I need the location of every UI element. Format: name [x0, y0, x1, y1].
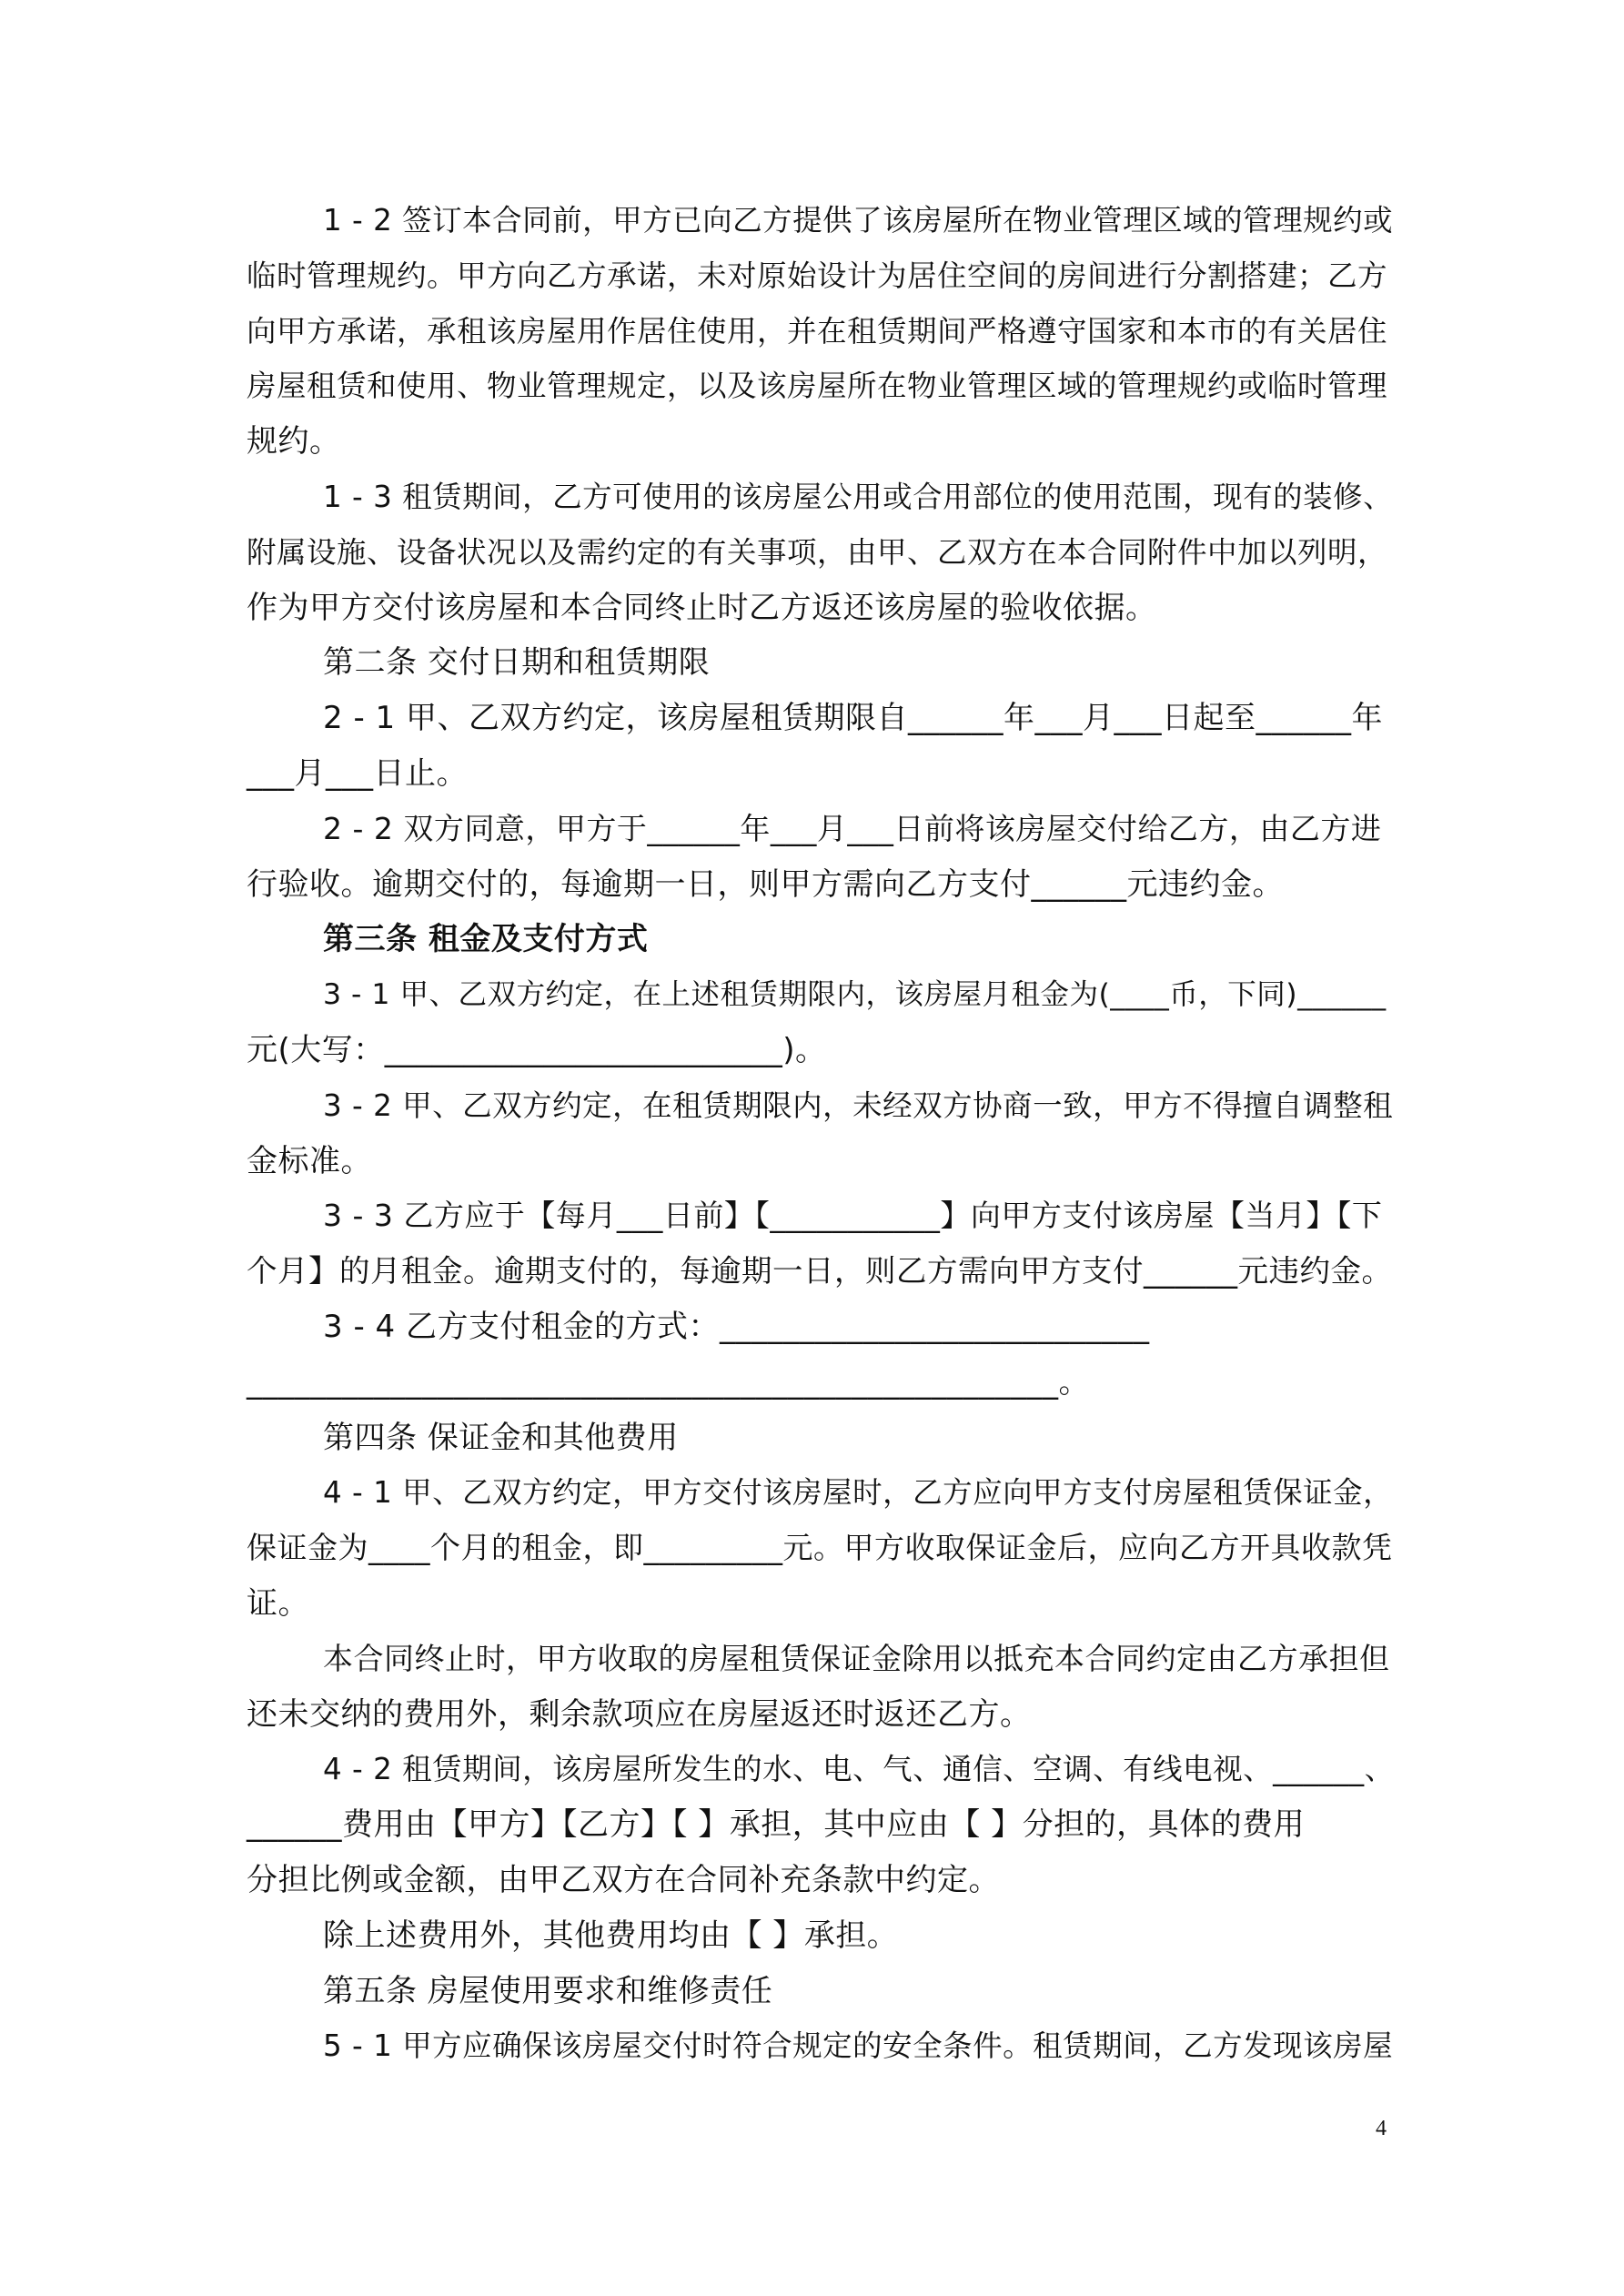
text-line: 1 - 2 签订本合同前，甲方已向乙方提供了该房屋所在物业管理区域的管理规约或: [323, 203, 1394, 238]
text-line: 4 - 2 租赁期间，该房屋所发生的水、电、气、通信、空调、有线电视、______、: [323, 1752, 1395, 1787]
text-line: 个月】的月租金。逾期支付的，每逾期一日，则乙方需向甲方支付______元违约金。: [247, 1253, 1393, 1290]
text-line: ___________________________________________________。: [247, 1363, 1090, 1401]
text-line: 证。: [247, 1584, 309, 1622]
text-line: 除上述费用外，其他费用均由【 】承担。: [323, 1917, 899, 1954]
text-line: 保证金为____个月的租金，即_________元。甲方收取保证金后，应向乙方开具收款凭: [247, 1530, 1393, 1566]
text-line: 3 - 4 乙方支付租金的方式：___________________________: [323, 1308, 1150, 1345]
text-line: 2 - 1 甲、乙双方约定，该房屋租赁期限自______年___月___日起至______年: [323, 700, 1383, 737]
text-line: 本合同终止时，甲方收取的房屋租赁保证金除用以抵充本合同约定由乙方承担但: [323, 1640, 1390, 1676]
text-line: 金标准。: [247, 1142, 372, 1179]
text-line: 向甲方承诺，承租该房屋用作居住使用，并在租赁期间严格遵守国家和本市的有关居住: [247, 313, 1388, 349]
contract-body: [247, 193, 1393, 2074]
text-line: 5 - 1 甲方应确保该房屋交付时符合规定的安全条件。租赁期间，乙方发现该房屋: [323, 2028, 1394, 2064]
text-line: 第二条 交付日期和租赁期限: [323, 644, 711, 682]
text-line: 房屋租赁和使用、物业管理规定，以及该房屋所在物业管理区域的管理规约或临时管理: [247, 369, 1388, 404]
text-line: 作为甲方交付该房屋和本合同终止时乙方返还该房屋的验收依据。: [247, 589, 1157, 626]
text-line: 3 - 3 乙方应于【每月___日前】【___________】向甲方支付该房屋【当月】【下: [323, 1198, 1383, 1234]
text-line: 元(大写：_________________________)。: [247, 1031, 827, 1068]
page-number: 4: [1376, 2117, 1387, 2140]
section-heading-line: 第三条 租金及支付方式: [323, 921, 649, 958]
text-line: 附属设施、设备状况以及需约定的有关事项，由甲、乙双方在本合同附件中加以列明，: [247, 534, 1388, 570]
text-line: 规约。: [247, 423, 341, 460]
text-line: 临时管理规约。甲方向乙方承诺，未对原始设计为居住空间的房间进行分割搭建；乙方: [247, 258, 1388, 293]
text-line: 3 - 2 甲、乙双方约定，在租赁期限内，未经双方协商一致，甲方不得擅自调整租: [323, 1087, 1394, 1123]
text-line: 3 - 1 甲、乙双方约定，在上述租赁期限内，该房屋月租金为(____币，下同)______: [323, 978, 1387, 1012]
text-line: 还未交纳的费用外，剩余款项应在房屋返还时返还乙方。: [247, 1695, 1032, 1733]
text-line: 第五条 房屋使用要求和维修责任: [323, 1972, 773, 2009]
text-line: ___月___日止。: [247, 754, 468, 792]
text-line: 分担比例或金额，由甲乙双方在合同补充条款中约定。: [247, 1861, 1000, 1898]
text-line: 1 - 3 租赁期间，乙方可使用的该房屋公用或合用部位的使用范围，现有的装修、: [323, 479, 1394, 514]
text-line: 行验收。逾期交付的，每逾期一日，则甲方需向乙方支付______元违约金。: [247, 865, 1284, 903]
text-line: 2 - 2 双方同意，甲方于______年___月___日前将该房屋交付给乙方，由乙方进: [323, 810, 1382, 846]
text-line: ______费用由【甲方】【乙方】【 】承担，其中应由【 】分担的，具体的费用: [247, 1806, 1306, 1844]
text-line: 4 - 1 甲、乙双方约定，甲方交付该房屋时，乙方应向甲方支付房屋租赁保证金，: [323, 1475, 1394, 1511]
text-line: 第四条 保证金和其他费用: [323, 1419, 679, 1456]
